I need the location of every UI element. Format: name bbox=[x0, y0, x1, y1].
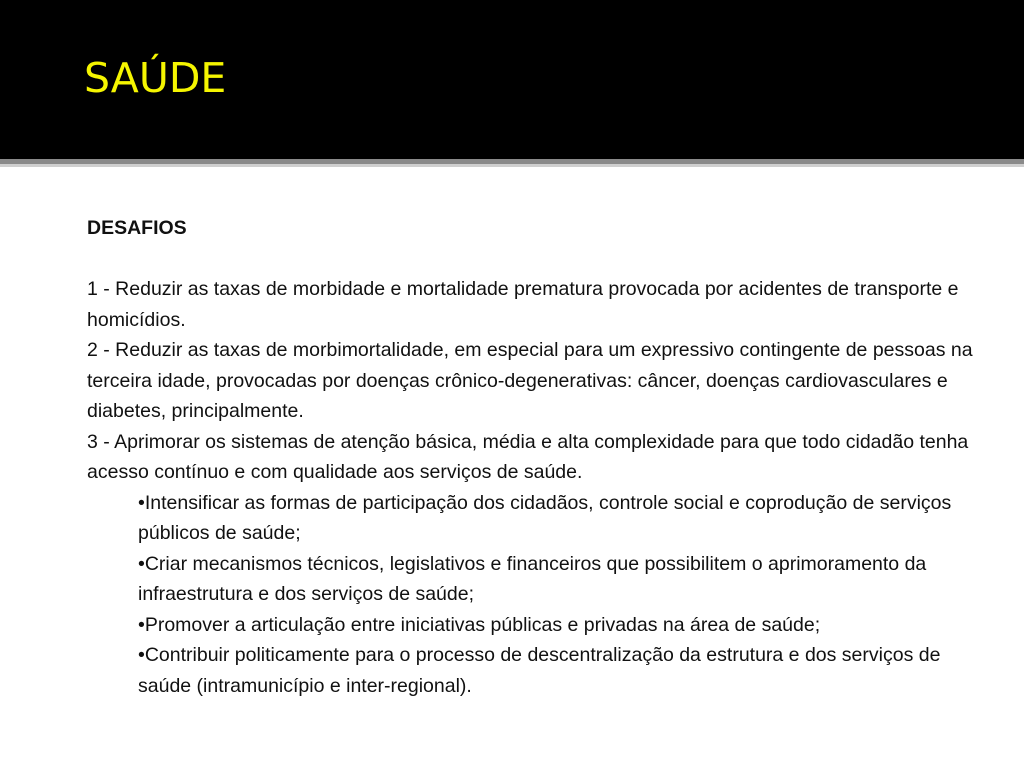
title-band bbox=[0, 0, 1024, 159]
challenge-item-2: 2 - Reduzir as taxas de morbimortalidade, em especial para um expressivo contingente de pessoas na terceira idade, provocadas por doenças crônico-degenerativas: câncer, doenças cardiovasculares e diabetes, principalmente. bbox=[87, 339, 973, 422]
bullet-item-1: •Intensificar as formas de participação dos cidadãos, controle social e coprodução de serviços públicos de saúde; bbox=[138, 491, 952, 544]
bullet-list bbox=[87, 488, 987, 702]
bullet-item-2: •Criar mecanismos técnicos, legislativos e financeiros que possibilitem o aprimoramento da infraestrutura e dos serviços de saúde; bbox=[138, 552, 927, 605]
section-heading: DESAFIOS bbox=[87, 217, 187, 239]
bullet-item-4: •Contribuir politicamente para o processo de descentralização da estrutura e dos serviços de saúde (intramunicípio e inter-regional). bbox=[138, 644, 941, 697]
title-divider-shadow bbox=[0, 164, 1024, 167]
blank-line bbox=[87, 244, 987, 275]
slide-title: SAÚDE bbox=[84, 54, 227, 102]
slide-body bbox=[87, 213, 987, 701]
challenge-item-1: 1 - Reduzir as taxas de morbidade e mortalidade prematura provocada por acidentes de transporte e homicídios. bbox=[87, 278, 959, 331]
challenge-item-3: 3 - Aprimorar os sistemas de atenção básica, média e alta complexidade para que todo cidadão tenha acesso contínuo e com qualidade aos serviços de saúde. bbox=[87, 430, 969, 483]
bullet-item-3: •Promover a articulação entre iniciativas públicas e privadas na área de saúde; bbox=[138, 613, 821, 636]
